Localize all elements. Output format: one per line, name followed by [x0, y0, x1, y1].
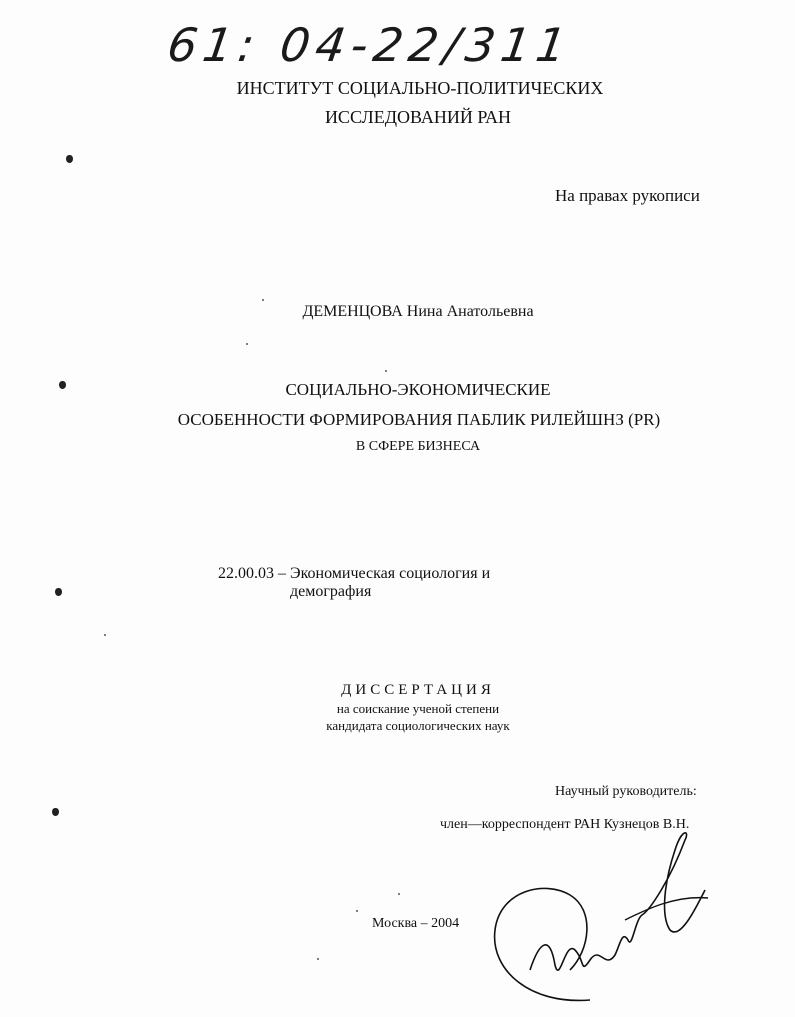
scan-speck — [317, 958, 319, 960]
title-line-2: ОСОБЕННОСТИ ФОРМИРОВАНИЯ ПАБЛИК РИЛЕЙШНЗ (PR) — [177, 410, 661, 429]
title-line-3: В СФЕРЕ БИЗНЕСА — [355, 439, 481, 454]
institute-line-1: ИНСТИТУТ СОЦИАЛЬНО-ПОЛИТИЧЕСКИХ — [236, 78, 604, 98]
dissertation-line-1: на соискание ученой степени — [336, 701, 500, 716]
institute-line-2: ИССЛЕДОВАНИЙ РАН — [324, 107, 512, 127]
dissertation-line-2: кандидата социологических наук — [326, 718, 510, 733]
specialty-line-2: демография — [290, 583, 372, 600]
signature-icon — [470, 820, 710, 1010]
author-name: ДЕМЕНЦОВА Нина Анатольевна — [302, 303, 534, 320]
scan-speck — [246, 343, 248, 345]
specialty-line-1: 22.00.03 – Экономическая социология и — [218, 565, 491, 582]
binder-mark — [59, 381, 66, 389]
rights-note: На правах рукописи — [555, 186, 700, 205]
scan-speck — [385, 370, 387, 372]
archive-code: 61: 04-22/311 — [164, 18, 576, 72]
scan-speck — [398, 893, 400, 895]
supervisor-name: член—корреспондент РАН Кузнецов В.Н. — [440, 817, 690, 832]
scan-speck — [262, 299, 264, 301]
scan-speck — [104, 634, 106, 636]
title-line-1: СОЦИАЛЬНО-ЭКОНОМИЧЕСКИЕ — [285, 380, 551, 399]
supervisor-label: Научный руководитель: — [555, 784, 697, 799]
scan-speck — [356, 910, 358, 912]
dissertation-heading: ДИССЕРТАЦИЯ — [341, 682, 495, 698]
binder-mark — [55, 588, 62, 596]
city-year: Москва – 2004 — [372, 916, 460, 931]
binder-mark — [66, 155, 73, 163]
binder-mark — [52, 808, 59, 816]
